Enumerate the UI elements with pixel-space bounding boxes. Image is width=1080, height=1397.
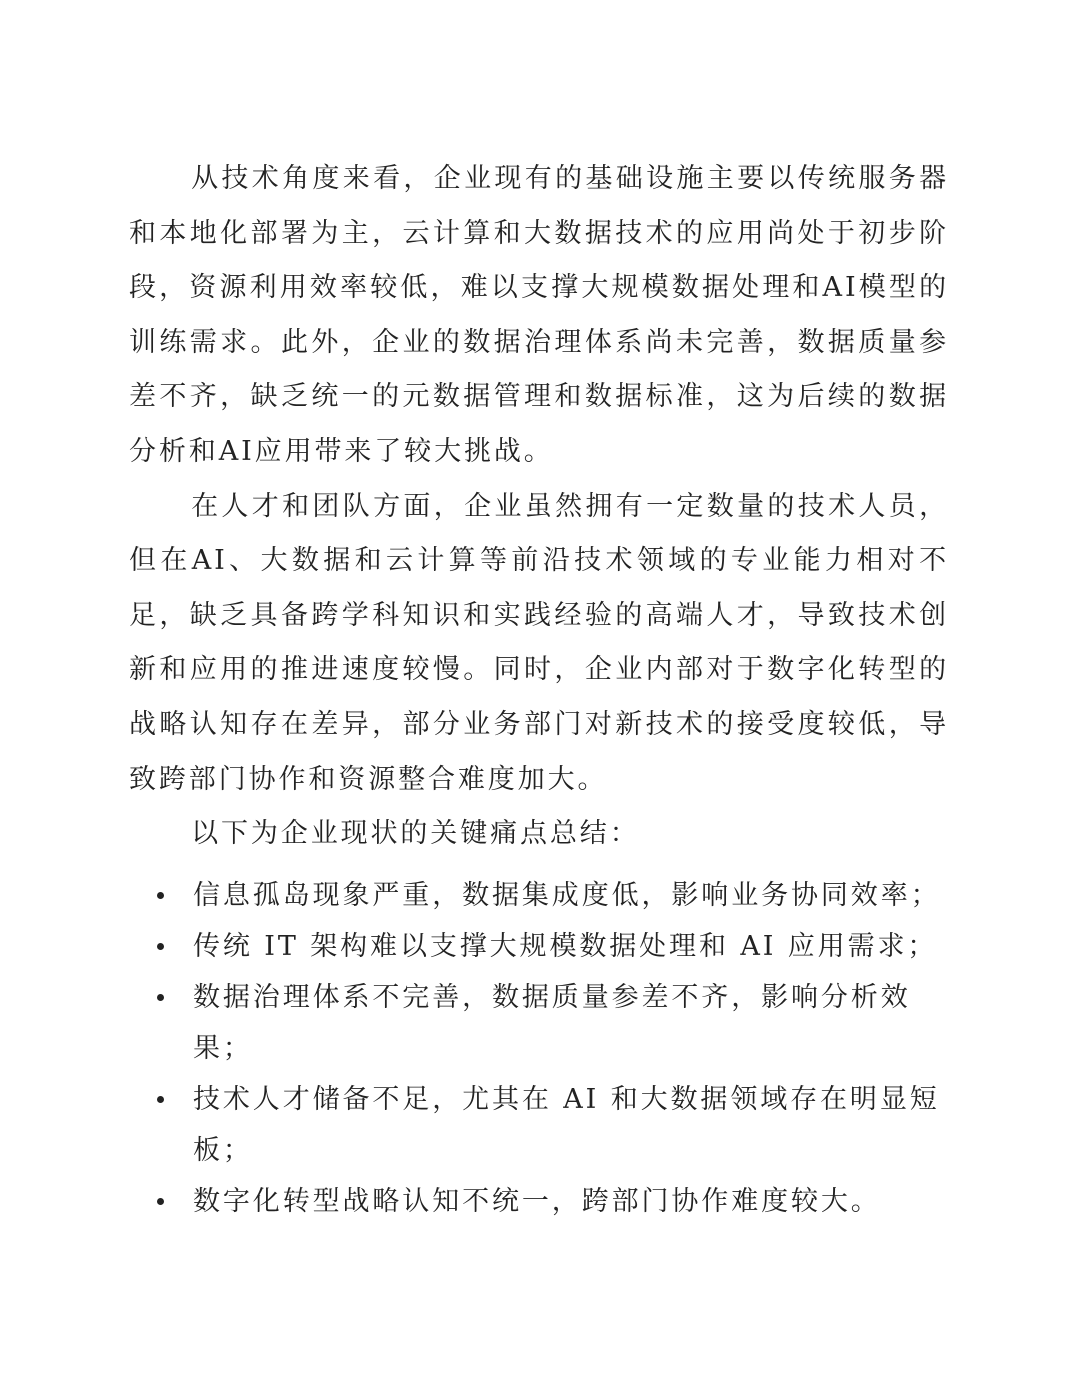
paragraph-summary-intro: 以下为企业现状的关键痛点总结： — [191, 818, 640, 850]
paragraph-technology: 从技术角度来看，企业现有的基础设施主要以传统服务器和本地化部署为主，云计算和大数据技术的应用尚处于初步阶段，资源利用效率较低，难以支撑大规模数据处理和AI模型的训练需求。此外，企业的数据治理体系尚未完善，数据质量参差不齐，缺乏统一的元数据管理和数据标准，这为后续的数据分析和AI应用带来了较大挑战。 — [129, 163, 949, 467]
pain-points-list — [129, 870, 949, 1227]
list-item — [129, 921, 949, 972]
bullet-icon — [157, 994, 164, 1001]
bullet-icon — [157, 1198, 164, 1205]
paragraph-talent: 在人才和团队方面，企业虽然拥有一定数量的技术人员，但在AI、大数据和云计算等前沿技术领域的专业能力相对不足，缺乏具备跨学科知识和实践经验的高端人才，导致技术创新和应用的推进速度较慢。同时，企业内部对于数字化转型的战略认知存在差异，部分业务部门对新技术的接受度较低，导致跨部门协作和资源整合难度加大。 — [129, 490, 949, 795]
list-item — [129, 1176, 949, 1227]
list-item — [129, 1074, 949, 1176]
list-item-text: 传统 IT 架构难以支撑大规模数据处理和 AI 应用需求； — [193, 930, 938, 962]
bullet-icon — [157, 943, 164, 950]
bullet-icon — [157, 892, 164, 899]
document-body — [129, 152, 949, 1227]
list-item-text: 技术人才储备不足，尤其在 AI 和大数据领域存在明显短板； — [193, 1083, 940, 1166]
list-item — [129, 870, 949, 921]
list-item-text: 信息孤岛现象严重，数据集成度低，影响业务协同效率； — [193, 879, 941, 911]
list-item-text: 数字化转型战略认知不统一，跨部门协作难度较大。 — [193, 1185, 881, 1217]
list-item — [129, 972, 949, 1074]
list-item-text: 数据治理体系不完善，数据质量参差不齐，影响分析效果； — [193, 981, 911, 1064]
bullet-icon — [157, 1096, 164, 1103]
